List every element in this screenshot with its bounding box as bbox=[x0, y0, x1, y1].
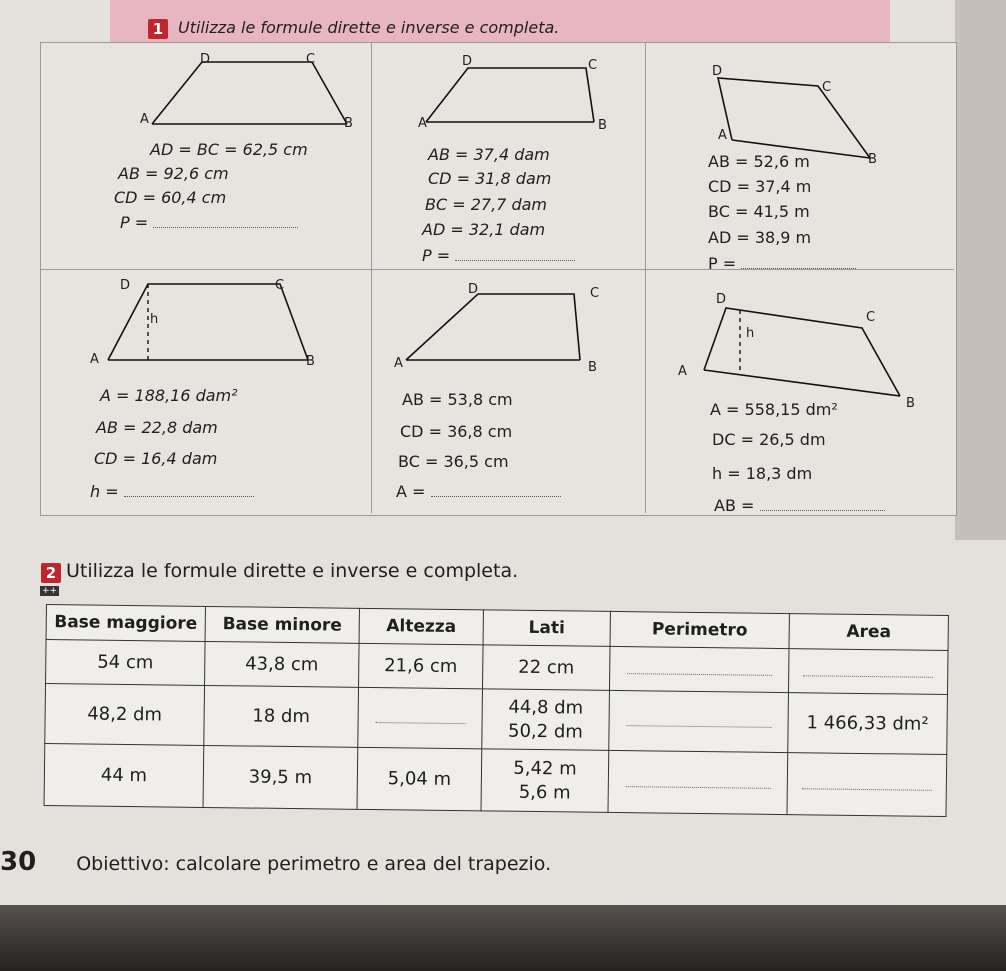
objective-text: Obiettivo: calcolare perimetro e area del trapezio. bbox=[76, 853, 552, 875]
trapezoid-figure-1 bbox=[142, 52, 362, 132]
vertex-label: D bbox=[462, 54, 473, 69]
answer-cell-perimeter[interactable] bbox=[609, 646, 789, 692]
answer-field[interactable] bbox=[708, 254, 856, 273]
column-header: Area bbox=[789, 614, 948, 651]
exercise-2-instruction: Utilizza le formule dirette e inverse e completa. bbox=[66, 560, 519, 582]
table-cell: 39,5 m bbox=[203, 745, 358, 809]
page-number: 30 bbox=[0, 847, 37, 877]
vertex-label: A bbox=[140, 112, 149, 127]
vertex-label: A bbox=[418, 116, 427, 131]
vertex-label: B bbox=[868, 152, 877, 167]
answer-cell-height[interactable] bbox=[358, 687, 483, 749]
vertex-label: D bbox=[716, 292, 727, 307]
vertex-label: D bbox=[200, 52, 211, 67]
given-value: AD = BC = 62,5 cm bbox=[150, 140, 308, 159]
exercise-1-instruction: Utilizza le formule dirette e inverse e completa. bbox=[178, 18, 560, 37]
given-value: AB = 22,8 dam bbox=[96, 418, 218, 437]
answer-label: AB = bbox=[714, 496, 755, 515]
vertex-label: D bbox=[468, 282, 479, 297]
answer-field[interactable] bbox=[422, 246, 575, 265]
vertex-label: A bbox=[394, 356, 403, 371]
given-value: AB = 53,8 cm bbox=[402, 390, 513, 409]
given-value: AD = 32,1 dam bbox=[422, 220, 546, 239]
vertex-label: B bbox=[906, 396, 915, 411]
given-value: BC = 27,7 dam bbox=[425, 195, 547, 214]
vertex-label: A bbox=[718, 128, 727, 143]
table-cell: 43,8 cm bbox=[205, 641, 360, 687]
given-value: DC = 26,5 dm bbox=[712, 430, 826, 449]
trapezoid-figure-4 bbox=[104, 278, 324, 368]
column-header: Base minore bbox=[205, 606, 359, 643]
answer-field[interactable] bbox=[714, 496, 885, 515]
table-cell: 5,42 m 5,6 m bbox=[481, 749, 609, 813]
answer-field[interactable] bbox=[120, 213, 298, 232]
table-cell: 5,04 m bbox=[357, 747, 482, 811]
desk-shadow bbox=[0, 905, 1006, 971]
column-header: Base maggiore bbox=[46, 605, 205, 642]
answer-cell-area[interactable] bbox=[787, 753, 947, 817]
given-value: CD = 60,4 cm bbox=[114, 188, 227, 207]
vertex-label: D bbox=[712, 64, 723, 79]
answer-label: A = bbox=[396, 482, 426, 501]
answer-label: P = bbox=[708, 254, 737, 273]
given-value: AD = 38,9 m bbox=[708, 228, 812, 247]
vertex-label: B bbox=[344, 116, 353, 131]
table-row bbox=[45, 684, 948, 755]
given-value: h = 18,3 dm bbox=[712, 464, 813, 483]
table-row bbox=[44, 743, 947, 816]
vertex-label: C bbox=[590, 286, 600, 301]
answer-label: P = bbox=[422, 246, 451, 265]
table-cell: 18 dm bbox=[204, 685, 359, 747]
answer-cell-perimeter[interactable] bbox=[609, 690, 789, 752]
given-value: CD = 37,4 m bbox=[708, 177, 812, 196]
answer-label: h = bbox=[90, 482, 119, 501]
given-value: A = 188,16 dam² bbox=[100, 386, 238, 405]
given-value: AB = 92,6 cm bbox=[118, 164, 229, 183]
height-label: h bbox=[150, 312, 159, 327]
vertex-label: C bbox=[866, 310, 876, 325]
given-value: CD = 36,8 cm bbox=[400, 422, 513, 441]
exercise-2-badge: 2 bbox=[41, 563, 61, 583]
vertex-label: B bbox=[306, 354, 315, 369]
given-value: CD = 31,8 dam bbox=[428, 169, 552, 188]
given-value: BC = 36,5 cm bbox=[398, 452, 509, 471]
answer-field[interactable] bbox=[396, 482, 561, 501]
vertex-label: C bbox=[306, 52, 316, 67]
vertex-label: A bbox=[90, 352, 99, 367]
answer-label: P = bbox=[120, 213, 149, 232]
given-value: BC = 41,5 m bbox=[708, 202, 810, 221]
vertex-label: C bbox=[588, 58, 598, 73]
answer-field[interactable] bbox=[90, 482, 254, 501]
table-cell: 1 466,33 dm² bbox=[788, 693, 948, 755]
answer-cell-area[interactable] bbox=[788, 649, 948, 695]
divider bbox=[645, 43, 646, 513]
table-cell: 54 cm bbox=[46, 640, 206, 686]
vertex-label: B bbox=[588, 360, 597, 375]
difficulty-marker: ++ bbox=[42, 586, 58, 596]
page-edge bbox=[955, 0, 1006, 540]
given-value: AB = 52,6 m bbox=[708, 152, 810, 171]
given-value: A = 558,15 dm² bbox=[710, 400, 838, 419]
height-label: h bbox=[746, 326, 755, 341]
exercise-2-table bbox=[44, 604, 949, 817]
answer-cell-perimeter[interactable] bbox=[608, 750, 788, 814]
divider bbox=[371, 43, 372, 513]
trapezoid-figure-5 bbox=[398, 288, 598, 368]
page-footer bbox=[0, 847, 551, 877]
exercise-1-badge: 1 bbox=[148, 19, 168, 39]
trapezoid-figure-6 bbox=[690, 300, 910, 410]
given-value: CD = 16,4 dam bbox=[94, 449, 218, 468]
given-value: AB = 37,4 dam bbox=[428, 145, 550, 164]
table-cell: 44 m bbox=[44, 743, 204, 807]
vertex-label: B bbox=[598, 118, 607, 133]
table-cell: 44,8 dm 50,2 dm bbox=[482, 689, 610, 751]
vertex-label: C bbox=[822, 80, 832, 95]
vertex-label: C bbox=[275, 278, 285, 293]
column-header: Altezza bbox=[359, 608, 483, 645]
vertex-label: D bbox=[120, 278, 131, 293]
table-cell: 22 cm bbox=[482, 645, 610, 691]
column-header: Perimetro bbox=[610, 611, 789, 648]
table-cell: 48,2 dm bbox=[45, 684, 205, 746]
vertex-label: A bbox=[678, 364, 687, 379]
column-header: Lati bbox=[483, 610, 610, 647]
table-cell: 21,6 cm bbox=[359, 643, 484, 689]
